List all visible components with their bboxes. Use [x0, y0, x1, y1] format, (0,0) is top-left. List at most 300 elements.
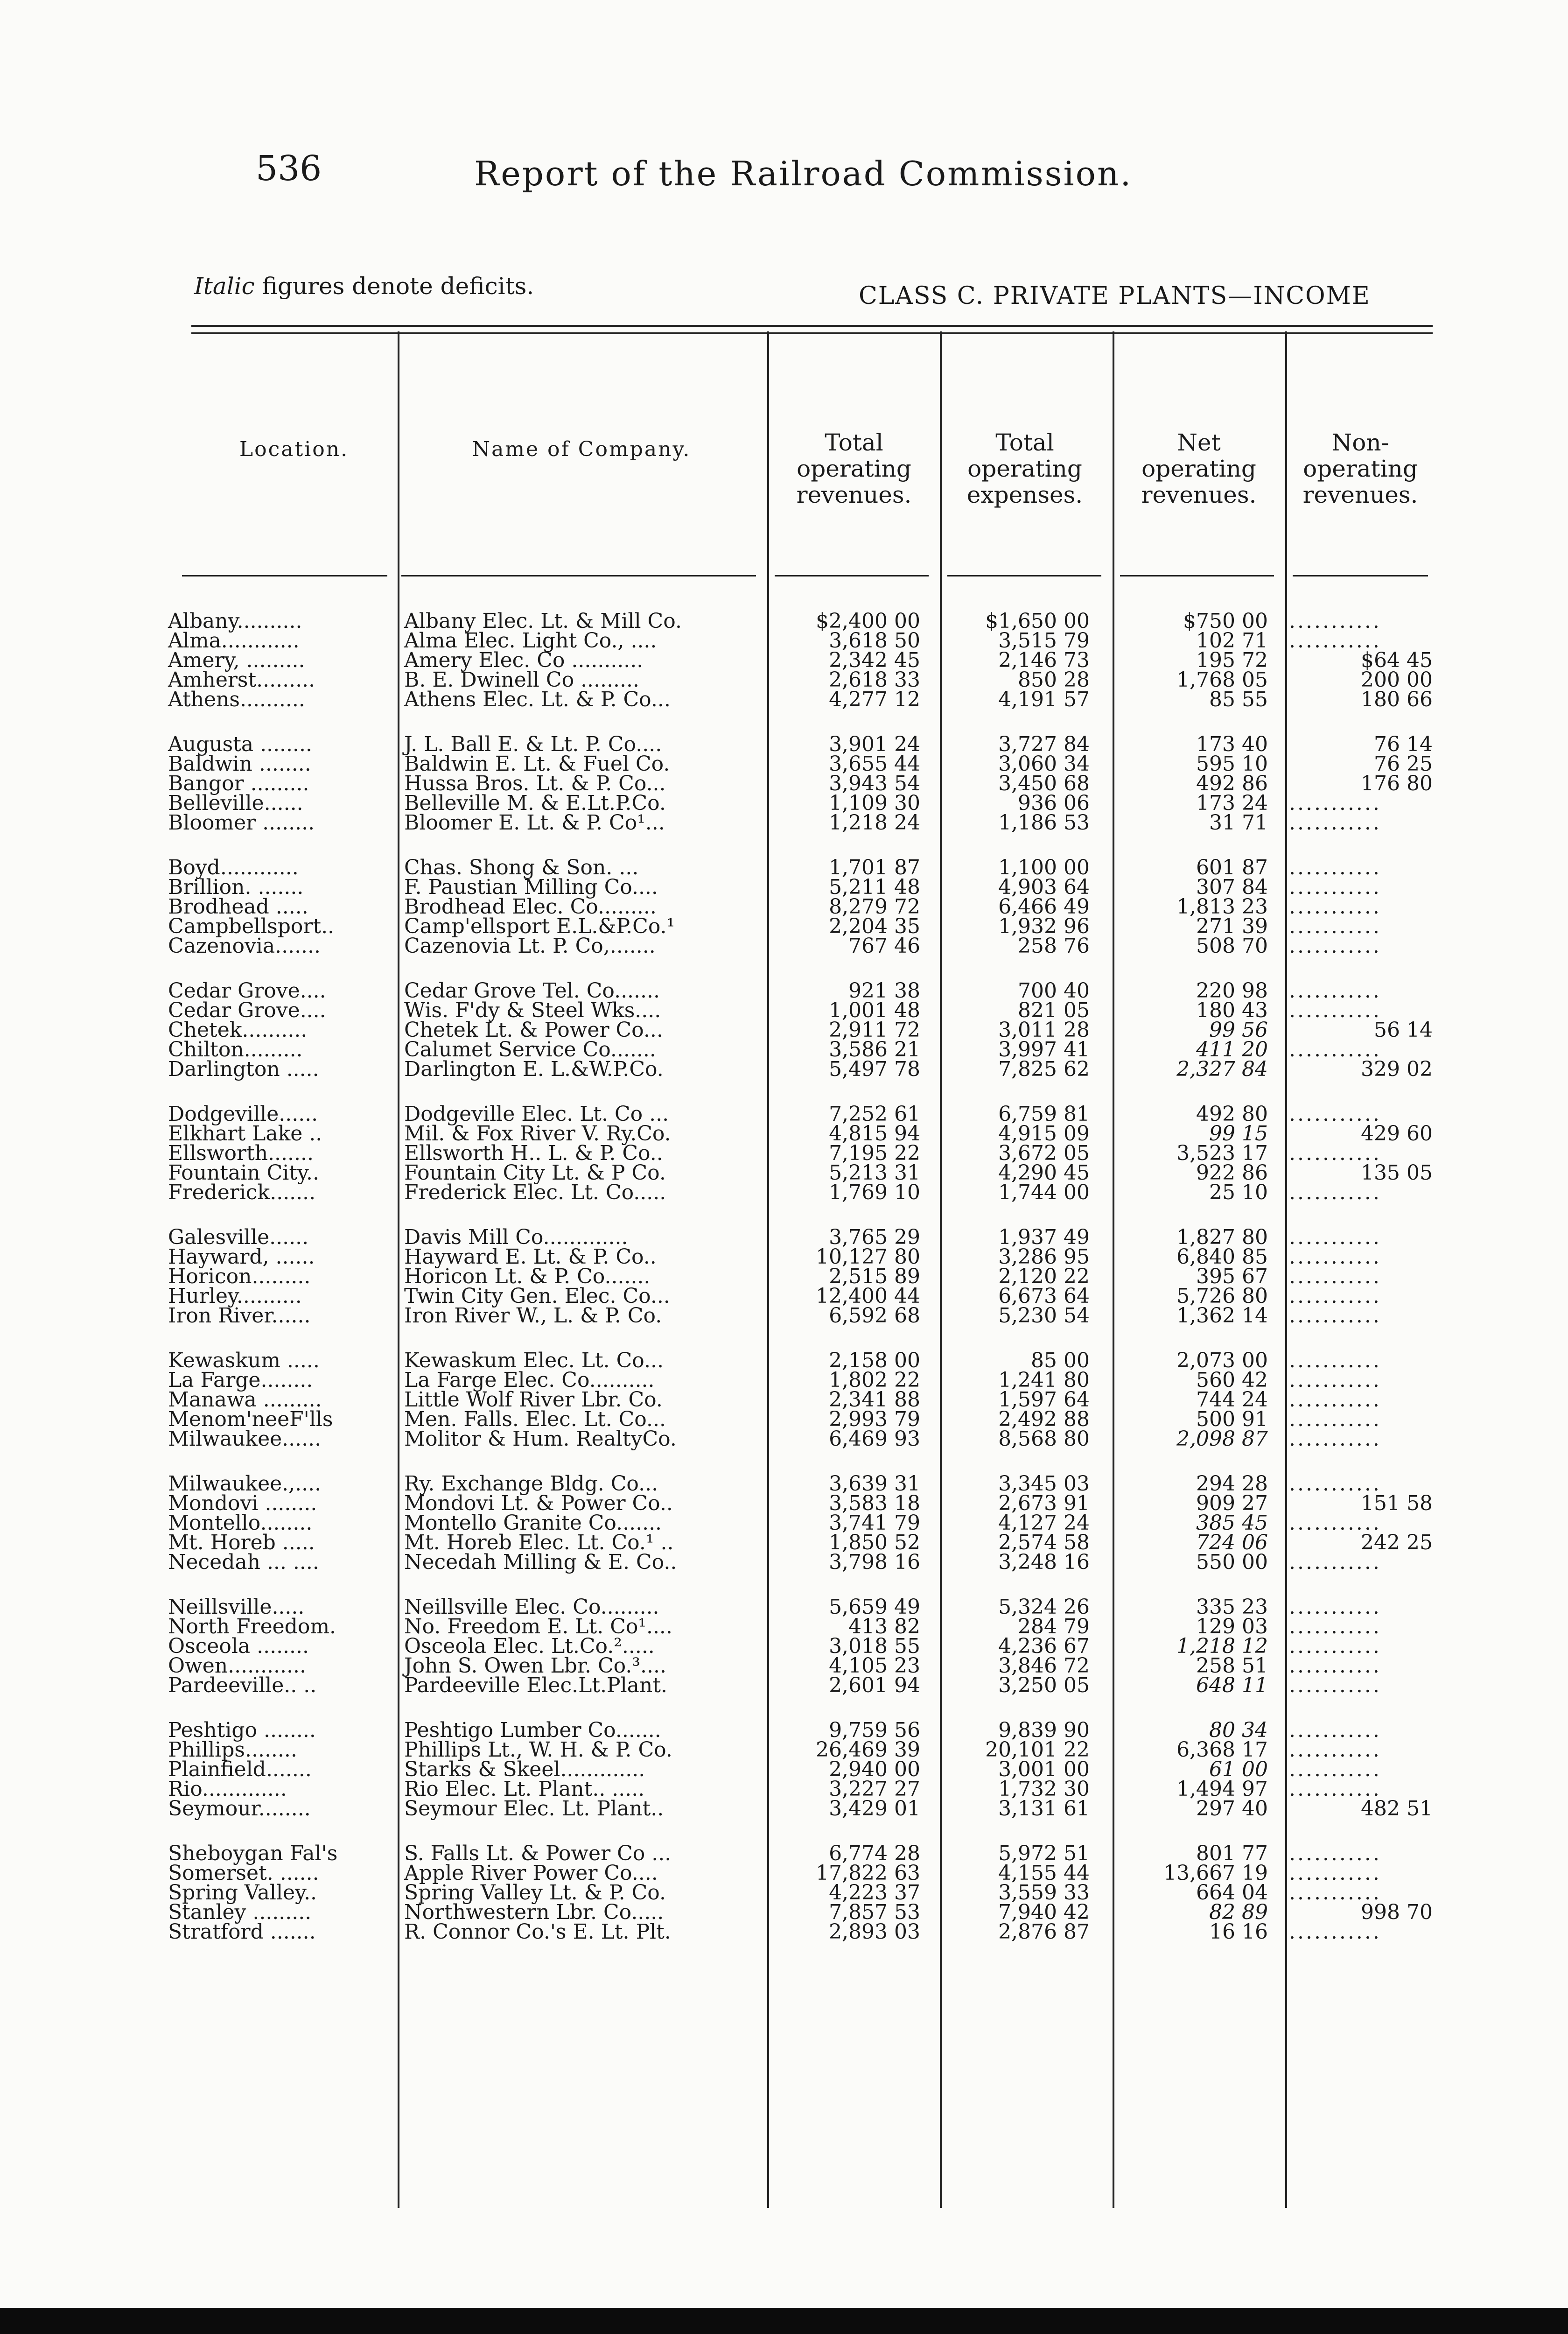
- revenues-cell: 6,469 93: [829, 1427, 920, 1451]
- running-head: Report of the Railroad Commission.: [474, 154, 1133, 193]
- revenues-cell: 3,639 31: [829, 1472, 920, 1496]
- company-cell: Osceola Elec. Lt.Co.².....: [404, 1634, 655, 1658]
- location-cell: Athens..........: [168, 688, 305, 711]
- company-cell: Molitor & Hum. RealtyCo.: [404, 1427, 677, 1451]
- net-cell: 80 34: [1209, 1718, 1268, 1742]
- nonop-cell: ...........: [1289, 1349, 1381, 1372]
- net-cell: 2,073 00: [1176, 1349, 1268, 1372]
- net-cell: 180 43: [1196, 998, 1268, 1022]
- company-cell: Mil. & Fox River V. Ry.Co.: [404, 1122, 671, 1146]
- company-cell: Camp'ellsport E.L.&P.Co.¹: [404, 914, 675, 938]
- company-cell: Cedar Grove Tel. Co.......: [404, 979, 660, 1003]
- expenses-cell: 936 06: [1018, 791, 1090, 815]
- table-row: [0, 690, 1568, 710]
- table-row: [0, 1040, 1568, 1060]
- expenses-cell: 20,101 22: [985, 1738, 1090, 1762]
- net-cell: 99 56: [1209, 1018, 1268, 1042]
- revenues-cell: 1,109 30: [829, 791, 920, 815]
- nonop-cell: ...........: [1289, 1654, 1381, 1678]
- table-row: [0, 754, 1568, 774]
- header-expenses: Total operating expenses.: [966, 429, 1083, 508]
- table-row: [0, 1597, 1568, 1617]
- net-cell: 195 72: [1196, 648, 1268, 672]
- net-cell: 801 77: [1196, 1842, 1268, 1865]
- location-cell: Bangor .........: [168, 772, 309, 795]
- revenues-cell: 17,822 63: [816, 1861, 920, 1885]
- nonop-cell: 429 60: [1361, 1122, 1433, 1146]
- revenues-cell: 5,211 48: [829, 875, 920, 899]
- header-net: Net operating revenues.: [1141, 429, 1257, 508]
- revenues-cell: 6,592 68: [829, 1304, 920, 1328]
- expenses-cell: 5,972 51: [998, 1842, 1090, 1865]
- nonop-cell: ...........: [1289, 1427, 1381, 1451]
- company-cell: Northwestern Lbr. Co.....: [404, 1900, 664, 1924]
- table-row: [0, 1474, 1568, 1494]
- header-underline: [401, 575, 756, 576]
- nonop-cell: 76 14: [1374, 732, 1433, 756]
- location-cell: Amherst.........: [168, 668, 315, 692]
- nonop-cell: ...........: [1289, 1181, 1381, 1204]
- table-row: [0, 1267, 1568, 1287]
- company-cell: Mt. Horeb Elec. Lt. Co.¹ ..: [404, 1531, 674, 1554]
- expenses-cell: 4,191 57: [998, 688, 1090, 711]
- nonop-cell: 176 80: [1361, 772, 1433, 795]
- location-cell: Belleville......: [168, 791, 303, 815]
- revenues-cell: 4,223 37: [829, 1881, 920, 1905]
- table-row: [0, 1351, 1568, 1371]
- revenues-cell: 9,759 56: [829, 1718, 920, 1742]
- revenues-cell: 3,901 24: [829, 732, 920, 756]
- nonop-cell: ...........: [1289, 998, 1381, 1022]
- company-cell: La Farge Elec. Co..........: [404, 1368, 655, 1392]
- scan-edge: [0, 2308, 1568, 2334]
- header-underline: [182, 575, 387, 576]
- net-cell: 3,523 17: [1176, 1141, 1268, 1165]
- location-cell: Plainfield.......: [168, 1758, 312, 1781]
- revenues-cell: 2,601 94: [829, 1673, 920, 1697]
- location-cell: Alma............: [168, 629, 300, 653]
- row-group: [0, 858, 1568, 956]
- table-row: [0, 791, 1568, 815]
- expenses-cell: 2,492 88: [998, 1407, 1090, 1431]
- company-cell: Hayward E. Lt. & P. Co..: [404, 1245, 657, 1269]
- revenues-cell: 1,001 48: [829, 998, 920, 1022]
- net-cell: 492 80: [1196, 1102, 1268, 1126]
- expenses-cell: 4,915 09: [998, 1122, 1090, 1146]
- nonop-cell: ...........: [1289, 1738, 1381, 1762]
- net-cell: 258 51: [1196, 1654, 1268, 1678]
- net-cell: 664 04: [1196, 1881, 1268, 1905]
- net-cell: 16 16: [1209, 1920, 1268, 1944]
- table-row: [0, 1718, 1568, 1742]
- expenses-cell: 7,825 62: [998, 1057, 1090, 1081]
- location-cell: Mt. Horeb .....: [168, 1531, 315, 1554]
- nonop-cell: ...........: [1289, 1634, 1381, 1658]
- expenses-cell: 258 76: [1018, 934, 1090, 958]
- table-row: [0, 1284, 1568, 1308]
- company-cell: Rio Elec. Lt. Plant.. .....: [404, 1777, 645, 1801]
- table-row: [0, 1533, 1568, 1553]
- nonop-cell: ...........: [1289, 1265, 1381, 1288]
- net-cell: 922 86: [1196, 1161, 1268, 1185]
- revenues-cell: 3,765 29: [829, 1225, 920, 1249]
- net-cell: 411 20: [1196, 1038, 1268, 1062]
- location-cell: Peshtigo ........: [168, 1718, 316, 1742]
- expenses-cell: 2,673 91: [998, 1491, 1090, 1515]
- expenses-cell: 4,155 44: [998, 1861, 1090, 1885]
- expenses-cell: 2,146 73: [998, 648, 1090, 672]
- row-group: [0, 1718, 1568, 1821]
- expenses-cell: 1,937 49: [998, 1225, 1090, 1249]
- nonop-cell: ...........: [1289, 1225, 1381, 1249]
- location-cell: Montello........: [168, 1511, 313, 1535]
- expenses-cell: 85 00: [1031, 1349, 1090, 1372]
- table-row: [0, 1900, 1568, 1924]
- location-cell: Horicon.........: [168, 1265, 311, 1288]
- table-row: [0, 998, 1568, 1022]
- location-cell: Darlington .....: [168, 1057, 319, 1081]
- top-rule-2: [191, 332, 1433, 334]
- company-cell: Neillsville Elec. Co.........: [404, 1595, 659, 1619]
- expenses-cell: 3,559 33: [998, 1881, 1090, 1905]
- location-cell: Brillion. .......: [168, 875, 304, 899]
- nonop-cell: ...........: [1289, 791, 1381, 815]
- net-cell: 550 00: [1196, 1550, 1268, 1574]
- net-cell: 294 28: [1196, 1472, 1268, 1496]
- company-cell: Alma Elec. Light Co., ....: [404, 629, 657, 653]
- nonop-cell: 180 66: [1361, 688, 1433, 711]
- revenues-cell: 1,218 24: [829, 811, 920, 835]
- company-cell: Bloomer E. Lt. & P. Co¹...: [404, 811, 665, 835]
- expenses-cell: 3,250 05: [998, 1673, 1090, 1697]
- nonop-cell: 482 51: [1361, 1797, 1433, 1821]
- revenues-cell: 2,341 88: [829, 1388, 920, 1412]
- location-cell: Stratford .......: [168, 1920, 316, 1944]
- company-cell: Darlington E. L.&W.P.Co.: [404, 1057, 664, 1081]
- company-cell: Ry. Exchange Bldg. Co...: [404, 1472, 658, 1496]
- net-cell: 13,667 19: [1163, 1861, 1268, 1885]
- location-cell: Seymour........: [168, 1797, 311, 1821]
- revenues-cell: 767 46: [848, 934, 920, 958]
- location-cell: Cazenovia.......: [168, 934, 321, 958]
- location-cell: Cedar Grove....: [168, 979, 326, 1003]
- deficit-note: [194, 273, 534, 300]
- table-row: [0, 914, 1568, 938]
- company-cell: No. Freedom E. Lt. Co¹....: [404, 1615, 672, 1638]
- nonop-cell: ...........: [1289, 1304, 1381, 1328]
- nonop-cell: ...........: [1289, 1673, 1381, 1697]
- table-row: [0, 1634, 1568, 1658]
- table-row: [0, 1390, 1568, 1410]
- net-cell: 2,327 84: [1176, 1057, 1268, 1081]
- location-cell: Brodhead .....: [168, 895, 308, 919]
- row-group: [0, 732, 1568, 835]
- table-row: [0, 1779, 1568, 1799]
- company-cell: Belleville M. & E.Lt.P.Co.: [404, 791, 666, 815]
- company-cell: Necedah Milling & E. Co..: [404, 1550, 677, 1574]
- net-cell: 1,768 05: [1176, 668, 1268, 692]
- location-cell: Elkhart Lake ..: [168, 1122, 322, 1146]
- location-cell: Iron River......: [168, 1304, 311, 1328]
- net-cell: 744 24: [1196, 1388, 1268, 1412]
- revenues-cell: 1,850 52: [829, 1531, 920, 1554]
- table-row: [0, 1020, 1568, 1040]
- location-cell: Cedar Grove....: [168, 998, 326, 1022]
- header-underline: [775, 575, 929, 576]
- expenses-cell: 7,940 42: [998, 1900, 1090, 1924]
- company-cell: Apple River Power Co....: [404, 1861, 658, 1885]
- expenses-cell: 1,241 80: [998, 1368, 1090, 1392]
- nonop-cell: ...........: [1289, 875, 1381, 899]
- nonop-cell: ...........: [1289, 895, 1381, 919]
- table-row: [0, 1617, 1568, 1637]
- location-cell: Frederick.......: [168, 1181, 316, 1204]
- expenses-cell: 3,672 05: [998, 1141, 1090, 1165]
- location-cell: Dodgeville......: [168, 1102, 318, 1126]
- table-row: [0, 648, 1568, 672]
- row-group: [0, 609, 1568, 711]
- revenues-cell: 8,279 72: [829, 895, 920, 919]
- location-cell: Neillsville.....: [168, 1595, 305, 1619]
- revenues-cell: 7,857 53: [829, 1900, 920, 1924]
- company-cell: Brodhead Elec. Co.........: [404, 895, 657, 919]
- revenues-cell: 3,618 50: [829, 629, 920, 653]
- table-row: [0, 1407, 1568, 1431]
- nonop-cell: ...........: [1289, 609, 1381, 633]
- nonop-cell: ...........: [1289, 1550, 1381, 1574]
- nonop-cell: ...........: [1289, 1511, 1381, 1535]
- net-cell: 220 98: [1196, 979, 1268, 1003]
- table-row: [0, 631, 1568, 651]
- revenues-cell: 2,911 72: [829, 1018, 920, 1042]
- table-row: [0, 875, 1568, 899]
- company-cell: S. Falls Lt. & Power Co ...: [404, 1842, 672, 1865]
- nonop-cell: ...........: [1289, 1141, 1381, 1165]
- expenses-cell: 6,673 64: [998, 1284, 1090, 1308]
- net-cell: 595 10: [1196, 752, 1268, 776]
- company-cell: Amery Elec. Co ...........: [404, 648, 644, 672]
- net-cell: 307 84: [1196, 875, 1268, 899]
- revenues-cell: 10,127 80: [816, 1245, 920, 1269]
- row-group: [0, 1104, 1568, 1202]
- header-company: Name of Company.: [472, 437, 691, 461]
- net-cell: 395 67: [1196, 1265, 1268, 1288]
- location-cell: Galesville......: [168, 1225, 309, 1249]
- location-cell: Mondovi ........: [168, 1491, 317, 1515]
- note-rest: figures denote deficits.: [262, 273, 534, 300]
- net-cell: 500 91: [1196, 1407, 1268, 1431]
- nonop-cell: ...........: [1289, 856, 1381, 879]
- location-cell: Milwaukee.,....: [168, 1472, 322, 1496]
- table-row: [0, 1368, 1568, 1392]
- net-cell: 173 40: [1196, 732, 1268, 756]
- page-number: 536: [256, 148, 322, 189]
- expenses-cell: 3,131 61: [998, 1797, 1090, 1821]
- revenues-cell: 2,515 89: [829, 1265, 920, 1288]
- location-cell: La Farge........: [168, 1368, 313, 1392]
- revenues-cell: 2,993 79: [829, 1407, 920, 1431]
- revenues-cell: 7,195 22: [829, 1141, 920, 1165]
- location-cell: Baldwin ........: [168, 752, 311, 776]
- revenues-cell: 3,798 16: [829, 1550, 920, 1574]
- nonop-cell: ...........: [1289, 1615, 1381, 1638]
- location-cell: Bloomer ........: [168, 811, 315, 835]
- table-row: [0, 732, 1568, 756]
- table-row: [0, 1491, 1568, 1515]
- location-cell: Fountain City..: [168, 1161, 320, 1185]
- expenses-cell: 3,727 84: [998, 732, 1090, 756]
- table-row: [0, 1225, 1568, 1249]
- company-cell: Twin City Gen. Elec. Co...: [404, 1284, 670, 1308]
- net-cell: $750 00: [1183, 609, 1268, 633]
- nonop-cell: 329 02: [1361, 1057, 1433, 1081]
- nonop-cell: ...........: [1289, 1102, 1381, 1126]
- nonop-cell: ...........: [1289, 979, 1381, 1003]
- net-cell: 173 24: [1196, 791, 1268, 815]
- location-cell: Osceola ........: [168, 1634, 309, 1658]
- location-cell: Augusta ........: [168, 732, 312, 756]
- table-row: [0, 1513, 1568, 1533]
- expenses-cell: 8,568 80: [998, 1427, 1090, 1451]
- nonop-cell: 135 05: [1361, 1161, 1433, 1185]
- location-cell: Boyd............: [168, 856, 299, 879]
- location-cell: Hayward, ......: [168, 1245, 315, 1269]
- expenses-cell: 3,248 16: [998, 1550, 1090, 1574]
- location-cell: Manawa .........: [168, 1388, 322, 1412]
- table-row: [0, 936, 1568, 956]
- table-row: [0, 1429, 1568, 1449]
- expenses-cell: 1,744 00: [998, 1181, 1090, 1204]
- expenses-cell: 4,290 45: [998, 1161, 1090, 1185]
- expenses-cell: 2,120 22: [998, 1265, 1090, 1288]
- net-cell: 385 45: [1196, 1511, 1268, 1535]
- expenses-cell: 821 05: [1018, 998, 1090, 1022]
- location-cell: Phillips........: [168, 1738, 297, 1762]
- revenues-cell: 2,618 33: [829, 668, 920, 692]
- net-cell: 99 15: [1209, 1122, 1268, 1146]
- table-row: [0, 813, 1568, 833]
- expenses-cell: 3,997 41: [998, 1038, 1090, 1062]
- expenses-cell: 6,759 81: [998, 1102, 1090, 1126]
- expenses-cell: 2,574 58: [998, 1531, 1090, 1554]
- expenses-cell: 5,324 26: [998, 1595, 1090, 1619]
- revenues-cell: 5,213 31: [829, 1161, 920, 1185]
- expenses-cell: 3,001 00: [998, 1758, 1090, 1781]
- nonop-cell: ...........: [1289, 1368, 1381, 1392]
- header-underline: [1293, 575, 1428, 576]
- location-cell: Ellsworth.......: [168, 1141, 314, 1165]
- table-row: [0, 1141, 1568, 1165]
- table-row: [0, 1883, 1568, 1903]
- header-location: Location.: [239, 437, 349, 461]
- net-cell: 85 55: [1209, 688, 1268, 711]
- table-row: [0, 1922, 1568, 1942]
- location-cell: Spring Valley..: [168, 1881, 317, 1905]
- expenses-cell: 5,230 54: [998, 1304, 1090, 1328]
- company-cell: F. Paustian Milling Co....: [404, 875, 658, 899]
- net-cell: 297 40: [1196, 1797, 1268, 1821]
- company-cell: Chas. Shong & Son. ...: [404, 856, 639, 879]
- revenues-cell: 4,277 12: [829, 688, 920, 711]
- nonop-cell: 998 70: [1361, 1900, 1433, 1924]
- location-cell: Stanley .........: [168, 1900, 312, 1924]
- expenses-cell: 1,932 96: [998, 914, 1090, 938]
- nonop-cell: ...........: [1289, 914, 1381, 938]
- revenues-cell: 1,769 10: [829, 1181, 920, 1204]
- table-row: [0, 1656, 1568, 1676]
- revenues-cell: 6,774 28: [829, 1842, 920, 1865]
- expenses-cell: 4,236 67: [998, 1634, 1090, 1658]
- class-title: CLASS C. PRIVATE PLANTS—INCOME: [859, 282, 1371, 310]
- company-cell: Davis Mill Co.............: [404, 1225, 628, 1249]
- company-cell: Men. Falls. Elec. Lt. Co...: [404, 1407, 666, 1431]
- company-cell: Starks & Skeel.............: [404, 1758, 645, 1781]
- location-cell: Pardeeville.. ..: [168, 1673, 317, 1697]
- net-cell: 1,362 14: [1176, 1304, 1268, 1328]
- revenues-cell: $2,400 00: [816, 609, 920, 633]
- company-cell: Dodgeville Elec. Lt. Co ...: [404, 1102, 669, 1126]
- company-cell: Baldwin E. Lt. & Fuel Co.: [404, 752, 670, 776]
- location-cell: Owen............: [168, 1654, 306, 1678]
- row-group: [0, 1844, 1568, 1942]
- revenues-cell: 2,940 00: [829, 1758, 920, 1781]
- location-cell: Chetek..........: [168, 1018, 308, 1042]
- location-cell: Amery, .........: [168, 648, 305, 672]
- nonop-cell: 242 25: [1361, 1531, 1433, 1554]
- table-row: [0, 1673, 1568, 1697]
- company-cell: Spring Valley Lt. & P. Co.: [404, 1881, 666, 1905]
- header-underline: [947, 575, 1101, 576]
- net-cell: 1,494 97: [1176, 1777, 1268, 1801]
- company-cell: John S. Owen Lbr. Co.³....: [404, 1654, 666, 1678]
- company-cell: Fountain City Lt. & P Co.: [404, 1161, 666, 1185]
- location-cell: Kewaskum .....: [168, 1349, 320, 1372]
- nonop-cell: ...........: [1289, 1777, 1381, 1801]
- expenses-cell: 850 28: [1018, 668, 1090, 692]
- company-cell: Hussa Bros. Lt. & P. Co...: [404, 772, 666, 795]
- revenues-cell: 3,429 01: [829, 1797, 920, 1821]
- revenues-cell: 413 82: [848, 1615, 920, 1638]
- expenses-cell: 3,286 95: [998, 1245, 1090, 1269]
- net-cell: 271 39: [1196, 914, 1268, 938]
- company-cell: Horicon Lt. & P. Co.......: [404, 1265, 651, 1288]
- revenues-cell: 2,204 35: [829, 914, 920, 938]
- company-cell: Mondovi Lt. & Power Co..: [404, 1491, 673, 1515]
- company-cell: Phillips Lt., W. H. & P. Co.: [404, 1738, 672, 1762]
- location-cell: Hurley..........: [168, 1284, 302, 1308]
- location-cell: Campbellsport..: [168, 914, 335, 938]
- revenues-cell: 3,583 18: [829, 1491, 920, 1515]
- table-row: [0, 1740, 1568, 1760]
- table-row: [0, 1799, 1568, 1819]
- company-cell: B. E. Dwinell Co .........: [404, 668, 639, 692]
- expenses-cell: 2,876 87: [998, 1920, 1090, 1944]
- table-row: [0, 1124, 1568, 1144]
- revenues-cell: 3,655 44: [829, 752, 920, 776]
- row-group: [0, 981, 1568, 1079]
- table-row: [0, 1247, 1568, 1267]
- net-cell: 508 70: [1196, 934, 1268, 958]
- company-cell: Frederick Elec. Lt. Co.....: [404, 1181, 666, 1204]
- company-cell: Kewaskum Elec. Lt. Co...: [404, 1349, 664, 1372]
- expenses-cell: 3,846 72: [998, 1654, 1090, 1678]
- revenues-cell: 1,802 22: [829, 1368, 920, 1392]
- company-cell: Calumet Service Co.......: [404, 1038, 656, 1062]
- table-row: [0, 858, 1568, 878]
- revenues-cell: 2,893 03: [829, 1920, 920, 1944]
- nonop-cell: ...........: [1289, 811, 1381, 835]
- nonop-cell: ...........: [1289, 934, 1381, 958]
